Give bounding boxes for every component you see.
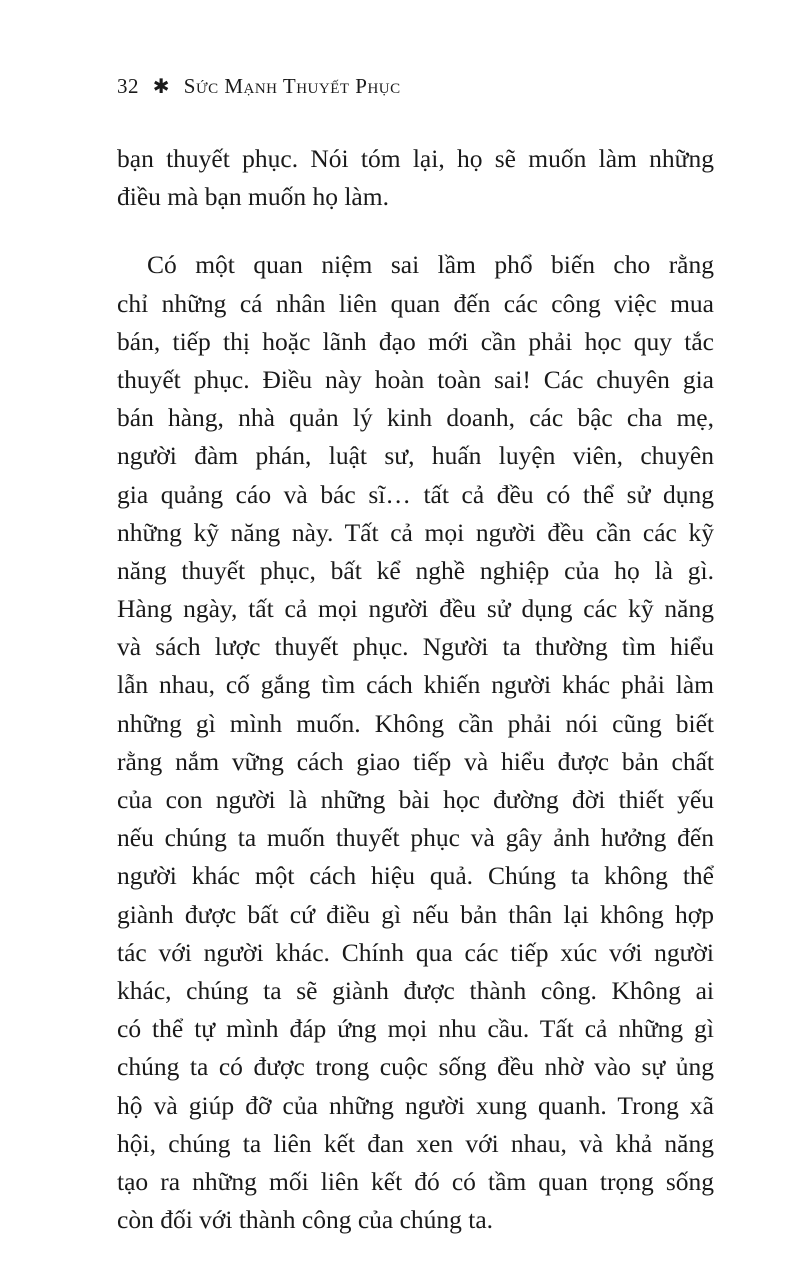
text-line: nếu chúng ta muốn thuyết phục và gây ảnh hưởng đến [117, 823, 714, 853]
text-line: gia quảng cáo và bác sĩ… tất cả đều có thể sử dụng [117, 479, 714, 509]
text-line: rằng nắm vững cách giao tiếp và hiểu được bản chất [117, 746, 714, 776]
text-line: tác với người khác. Chính qua các tiếp xúc với người [117, 937, 714, 967]
text-line: những gì mình muốn. Không cần phải nói cũng biết [117, 708, 714, 738]
text-line: có thể tự mình đáp ứng mọi nhu cầu. Tất cả những gì [117, 1014, 714, 1044]
paragraph [117, 140, 714, 216]
paragraph [117, 246, 714, 1239]
text-line: bạn thuyết phục. Nói tóm lại, họ sẽ muốn làm những [117, 144, 714, 173]
text-line: còn đối với thành công của chúng ta. [117, 1205, 494, 1235]
text-line: những kỹ năng này. Tất cả mọi người đều cần các kỹ [117, 517, 714, 547]
text-line: bán hàng, nhà quản lý kinh doanh, các bậc cha mẹ, [117, 403, 714, 433]
text-line: của con người là những bài học đường đời thiết yếu [117, 785, 714, 814]
text-line: người đàm phán, luật sư, huấn luyện viên, chuyên [117, 441, 714, 471]
page-body [117, 140, 714, 1239]
text-line: Hàng ngày, tất cả mọi người đều sử dụng các kỹ năng [117, 594, 714, 624]
book-title: Sức Mạnh Thuyết Phục [183, 74, 401, 98]
text-line: giành được bất cứ điều gì nếu bản thân lại không hợp [117, 899, 714, 929]
text-line: thuyết phục. Điều này hoàn toàn sai! Các chuyên gia [117, 364, 714, 394]
text-line: tạo ra những mối liên kết đó có tầm quan trọng sống [117, 1166, 714, 1196]
text-line: bán, tiếp thị hoặc lãnh đạo mới cần phải học quy tắc [117, 326, 714, 356]
asterisk-ornament-icon: ✱ [152, 76, 171, 98]
text-line: lẫn nhau, cố gắng tìm cách khiến người khác phải làm [117, 670, 714, 700]
running-header [117, 74, 401, 99]
text-line: Có một quan niệm sai lầm phổ biến cho rằng [147, 250, 714, 280]
text-line: hội, chúng ta liên kết đan xen với nhau, và khả năng [117, 1128, 714, 1158]
text-line: và sách lược thuyết phục. Người ta thường tìm hiểu [117, 632, 714, 662]
text-line: năng thuyết phục, bất kể nghề nghiệp của họ là gì. [117, 555, 714, 585]
text-line: chúng ta có được trong cuộc sống đều nhờ vào sự ủng [117, 1052, 714, 1082]
text-line: chỉ những cá nhân liên quan đến các công việc mua [117, 288, 714, 318]
text-line: hộ và giúp đỡ của những người xung quanh. Trong xã [117, 1090, 714, 1120]
text-line: người khác một cách hiệu quả. Chúng ta không thể [117, 861, 714, 891]
text-line: khác, chúng ta sẽ giành được thành công. Không ai [117, 975, 714, 1005]
text-line: điều mà bạn muốn họ làm. [117, 182, 389, 212]
page-number: 32 [117, 74, 139, 98]
